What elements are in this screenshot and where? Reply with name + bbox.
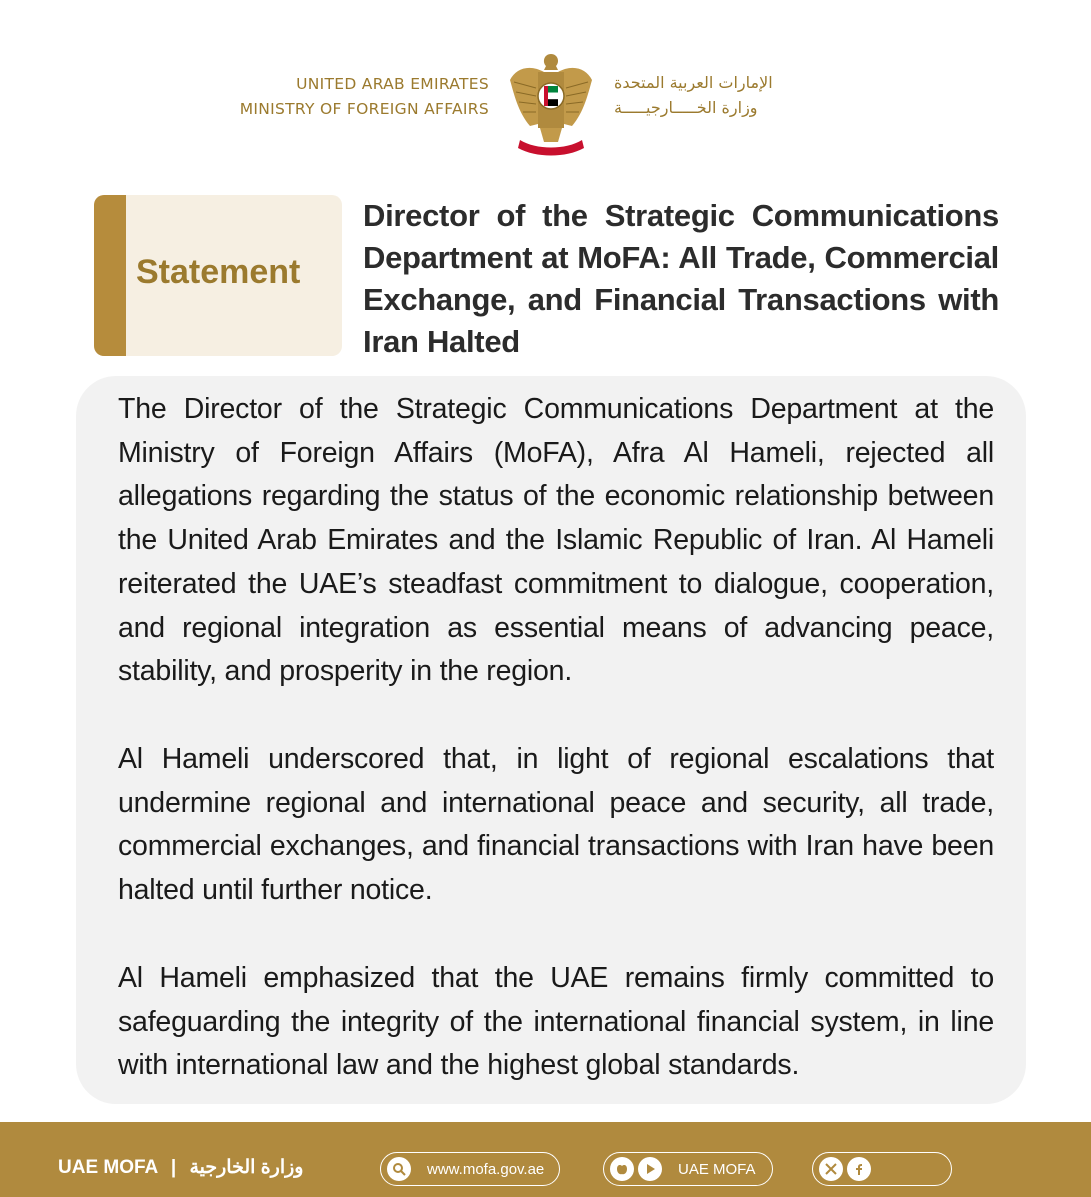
website-link[interactable] xyxy=(380,1152,560,1186)
x-icon[interactable] xyxy=(819,1157,843,1181)
ministry-name-ar: وزارة الخـــــارجيـــــة xyxy=(614,98,758,117)
ministry-country-ar: الإمارات العربية المتحدة xyxy=(614,73,773,92)
app-store-links[interactable] xyxy=(603,1152,773,1186)
footer-brand-ar: وزارة الخارجية xyxy=(189,1157,304,1178)
statement-badge xyxy=(94,195,342,356)
ministry-name-english xyxy=(240,72,489,122)
search-icon xyxy=(387,1157,411,1181)
ministry-name-en: MINISTRY OF FOREIGN AFFAIRS xyxy=(239,100,489,118)
footer-bar xyxy=(0,1122,1091,1197)
social-links[interactable] xyxy=(812,1152,952,1186)
footer-brand xyxy=(58,1156,303,1179)
body-paragraph-3: Al Hameli emphasized that the UAE remains firmly committed to safeguarding the integrity of the international financial system, in line with international law and the highest global standards. xyxy=(118,962,994,1082)
body-paragraph-1: The Director of the Strategic Communications Department at the Ministry of Foreign Affairs (MoFA), Afra Al Hameli, rejected all allegations regarding the status of the economic relationship between the United Arab Emirates and the Islamic Republic of Iran. Al Hameli reiterated the UAE’s steadfast commitment to dialogue, cooperation, and regional integration as essential means of advancing peace, stability, and prosperity in the region. xyxy=(118,393,994,688)
app-handle: UAE MOFA xyxy=(678,1160,756,1178)
statement-label: Statement xyxy=(136,253,301,291)
ministry-country-en: UNITED ARAB EMIRATES xyxy=(296,75,489,93)
statement-accent-bar xyxy=(94,195,126,356)
uae-emblem-logo xyxy=(508,50,594,158)
website-url: www.mofa.gov.ae xyxy=(427,1160,545,1178)
statement-headline: Director of the Strategic Communications Department at MoFA: All Trade, Commercial Exchange, and Financial Transactions with Iran Halted xyxy=(363,198,999,359)
body-paragraph-2: Al Hameli underscored that, in light of regional escalations that undermine regional and international peace and security, all trade, commercial exchanges, and financial transactions with Iran have been halted until further notice. xyxy=(118,743,994,907)
facebook-icon[interactable] xyxy=(847,1157,871,1181)
footer-brand-separator: | xyxy=(170,1157,177,1178)
footer-brand-en: UAE MOFA xyxy=(58,1157,158,1178)
play-store-icon[interactable] xyxy=(638,1157,662,1181)
ministry-name-arabic xyxy=(614,70,773,120)
apple-icon[interactable] xyxy=(610,1157,634,1181)
